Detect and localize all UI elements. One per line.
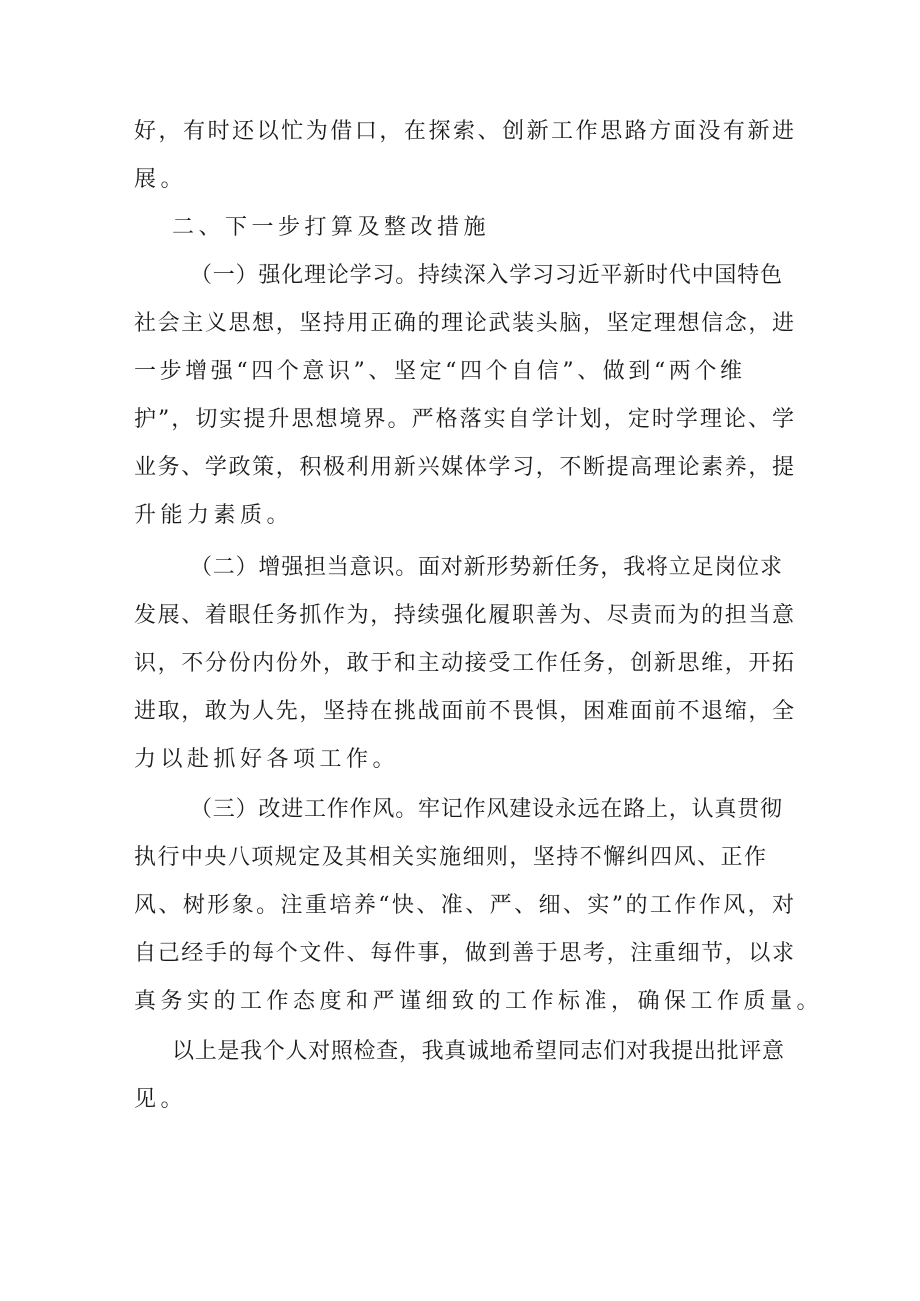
paragraph-line: 一步增强“四个意识”、坚定“四个自信”、做到“两个维: [134, 359, 742, 384]
paragraph-line: （一）强化理论学习。持续深入学习习近平新时代中国特色: [190, 263, 782, 288]
paragraph-line: 真务实的工作态度和严谨细致的工作标准，确保工作质量。: [134, 989, 824, 1014]
paragraph-line: 力以赴抓好各项工作。: [134, 747, 400, 772]
paragraph-line: 展。: [134, 167, 188, 192]
paragraph-line: 见。: [134, 1087, 188, 1112]
paragraph-line: 业务、学政策，积极利用新兴媒体学习，不断提高理论素养，提: [134, 455, 794, 480]
paragraph-line: 社会主义思想，坚持用正确的理论武装头脑，坚定理想信念，进: [134, 311, 794, 336]
paragraph-line: （二）增强担当意识。面对新形势新任务，我将立足岗位求: [190, 555, 782, 580]
paragraph-line: 护”，切实提升思想境界。严格落实自学计划，定时学理论、学: [134, 407, 794, 432]
paragraph-line: 升能力素质。: [134, 503, 294, 528]
paragraph-line: 自己经手的每个文件、每件事，做到善于思考，注重细节，以求: [134, 941, 794, 966]
paragraph-line: （三）改进工作作风。牢记作风建设永远在路上，认真贯彻: [190, 797, 782, 822]
paragraph-line: 执行中央八项规定及其相关实施细则，坚持不懈纠四风、正作: [134, 845, 766, 870]
paragraph-line: 好，有时还以忙为借口，在探索、创新工作思路方面没有新进: [134, 119, 794, 144]
paragraph-line: 以上是我个人对照检查，我真诚地希望同志们对我提出批评意: [172, 1039, 784, 1064]
paragraph-line: 风、树形象。注重培养“快、准、严、细、实”的工作作风，对: [134, 893, 794, 918]
paragraph-line: 进取，敢为人先，坚持在挑战面前不畏惧，困难面前不退缩，全: [134, 699, 794, 724]
paragraph-line: 发展、着眼任务抓作为，持续强化履职善为、尽责而为的担当意: [134, 603, 794, 628]
section-heading: 二、下一步打算及整改措施: [172, 215, 491, 240]
paragraph-line: 识，不分份内份外，敢于和主动接受工作任务，创新思维，开拓: [134, 651, 794, 676]
